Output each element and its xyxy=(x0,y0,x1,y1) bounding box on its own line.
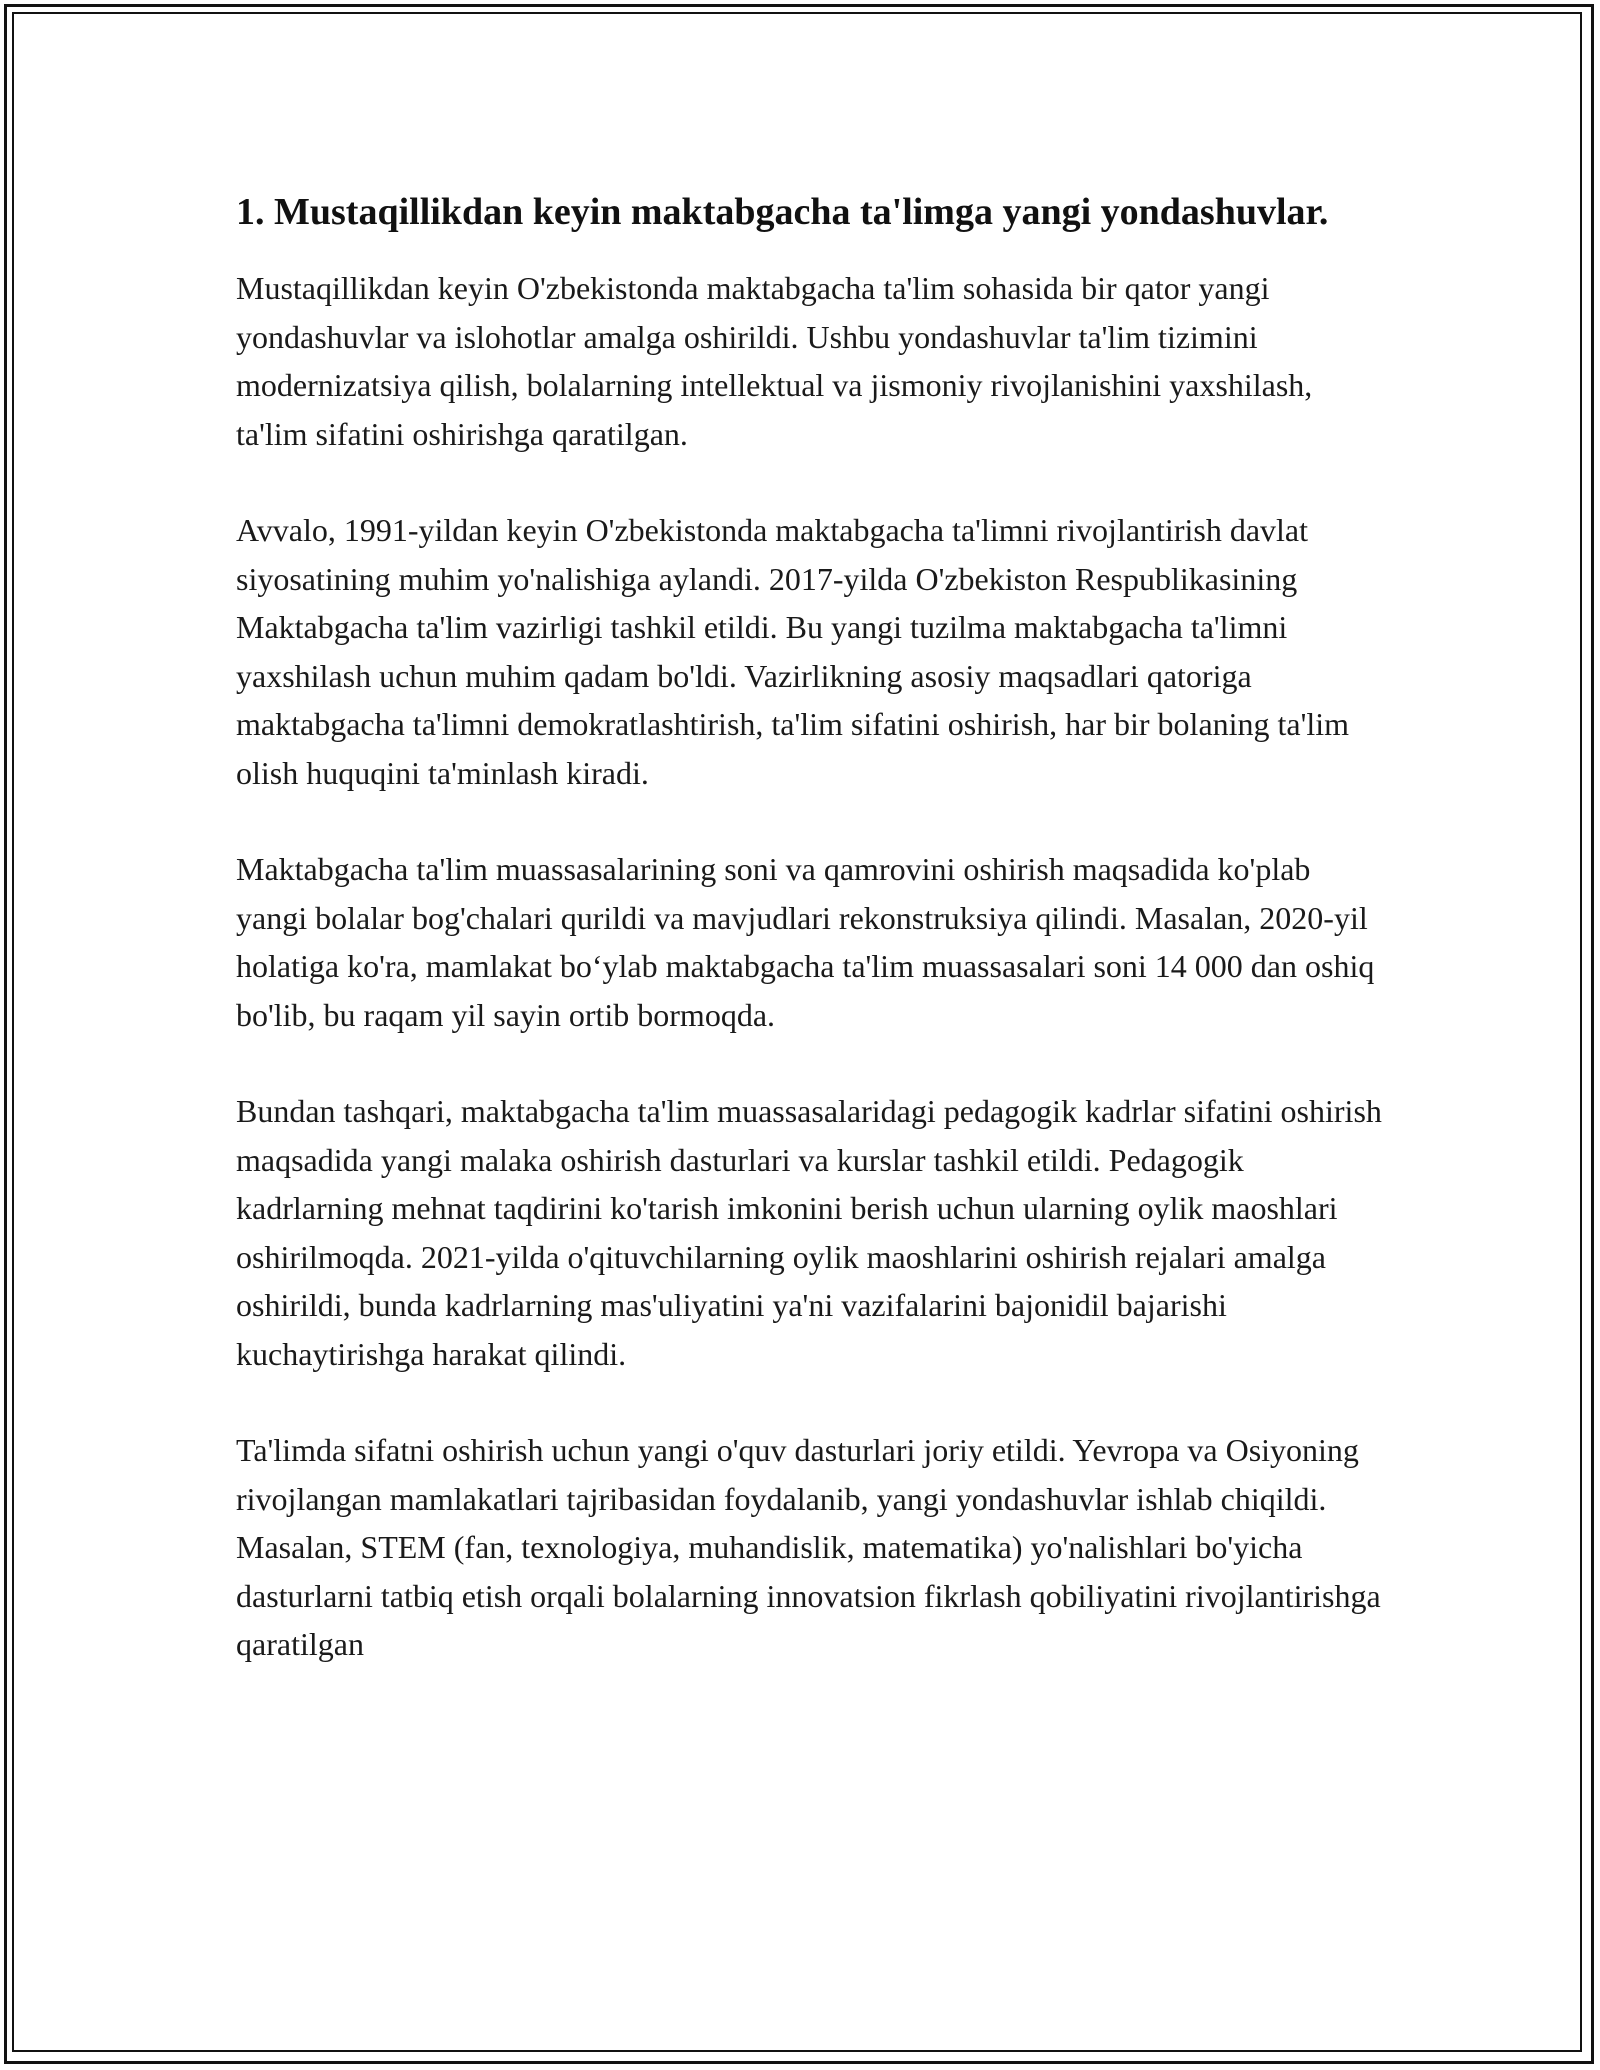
paragraph-institutions: Maktabgacha ta'lim muassasalarining soni va qamrovini oshirish maqsadida ko'plab yangi bolalar bog'chalari qurildi va mavjudlari rekonstruksiya qilindi. Masalan, 2020-yil holatiga ko'ra, mamlakat bo‘ylab maktabgacha ta'lim muassasalari soni 14 000 dan oshiq bo'lib, bu raqam yil sayin ortib bormoqda. xyxy=(236,851,1375,1033)
paragraph-staff: Bundan tashqari, maktabgacha ta'lim muassasalaridagi pedagogik kadrlar sifatini oshirish maqsadida yangi malaka oshirish dasturlari va kurslar tashkil etildi. Pedagogik kadrlarning mehnat taqdirini ko'tarish imkonini berish uchun ularning oylik maoshlari oshirilmoqda. 2021-yilda o'qituvchilarning oylik maoshlarini oshirish rejalari amalga oshirildi, bunda kadrlarning mas'uliyatini ya'ni vazifalarini bajonidil bajarishi kuchaytirishga harakat qilindi. xyxy=(236,1093,1382,1372)
paragraph-ministry: Avvalo, 1991-yildan keyin O'zbekistonda maktabgacha ta'limni rivojlantirish davlat siyosatining muhim yo'nalishiga aylandi. 2017-yilda O'zbekiston Respublikasining Maktabgacha ta'lim vazirligi tashkil etildi. Bu yangi tuzilma maktabgacha ta'limni yaxshilash uchun muhim qadam bo'ldi. Vazirlikning asosiy maqsadlari qatoriga maktabgacha ta'limni demokratlashtirish, ta'lim sifatini oshirish, har bir bolaning ta'lim olish huquqini ta'minlash kiradi. xyxy=(236,512,1350,791)
document-body xyxy=(236,188,1386,1669)
paragraph-curriculum: Ta'limda sifatni oshirish uchun yangi o'quv dasturlari joriy etildi. Yevropa va Osiyoning rivojlangan mamlakatlari tajribasidan foydalanib, yangi yondashuvlar ishlab chiqildi. Masalan, STEM (fan, texnologiya, muhandislik, matematika) yo'nalishlari bo'yicha dasturlarni tatbiq etish orqali bolalarning innovatsion fikrlash qobiliyatini rivojlantirishga qaratilgan xyxy=(236,1432,1381,1662)
section-heading: 1. Mustaqillikdan keyin maktabgacha ta'limga yangi yondashuvlar. xyxy=(236,191,1329,233)
paragraph-intro: Mustaqillikdan keyin O'zbekistonda maktabgacha ta'lim sohasida bir qator yangi yondashuvlar va islohotlar amalga oshirildi. Ushbu yondashuvlar ta'lim tizimini modernizatsiya qilish, bolalarning intellektual va jismoniy rivojlanishini yaxshilash, ta'lim sifatini oshirishga qaratilgan. xyxy=(236,270,1313,452)
